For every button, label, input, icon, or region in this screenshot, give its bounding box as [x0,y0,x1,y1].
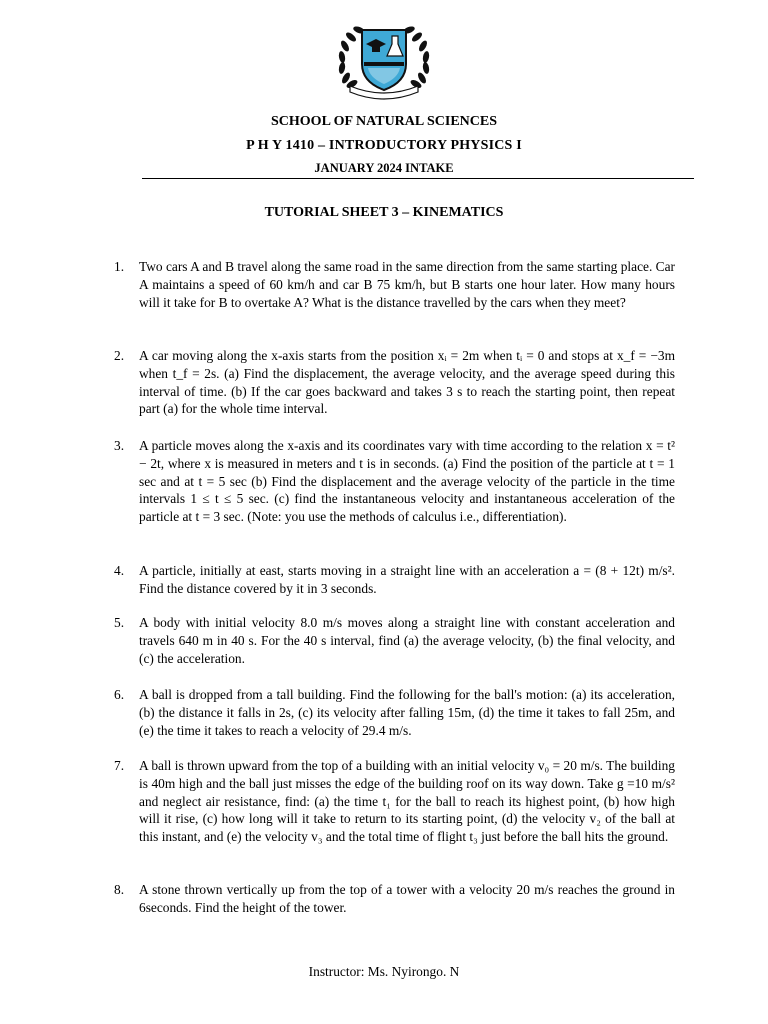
question-number: 3. [114,438,125,453]
university-crest-icon [332,20,436,102]
question-text: Two cars A and B travel along the same road in the same direction from the same starting place. Car A maintains a speed of 60 km/h and car B 75 km/h, but B starts one hour later. How many hours will it take for B to overtake A? What is the distance travelled by the cars when they meet? [139,259,676,310]
question-4 [114,562,675,598]
sheet-title: TUTORIAL SHEET 3 – KINEMATICS [264,205,504,220]
question-6 [114,686,675,739]
header-divider [142,178,694,179]
question-text: A ball is thrown upward from the top of a building with an initial velocity v₀ = 20 m/s. The building is 40m high and the ball just misses the edge of the building roof on its way down. Take g =10 m/s² and neglect air resistance, find: (a) the time t₁ for the ball to reach its highest point, (b) how high will it rise, (c) how long will it take to return to its starting point, (d) the velocity v₂ of the ball at this instant, and (e) the velocity v₃ and the total time of flight t₃ just before the ball hits the ground. [139,758,675,845]
question-2 [114,347,675,418]
instructor-footer: Instructor: Ms. Nyirongo. N [308,964,460,979]
question-number: 2. [114,348,125,363]
question-text: A particle, initially at east, starts moving in a straight line with an acceleration a = (8 + 12t) m/s². Find the distance covered by it in 3 seconds. [139,563,675,596]
question-text: A stone thrown vertically up from the top of a tower with a velocity 20 m/s reaches the ground in 6seconds. Find the height of the tower. [139,882,675,915]
school-name: SCHOOL OF NATURAL SCIENCES [271,114,497,129]
question-number: 5. [114,615,125,630]
question-text: A particle moves along the x-axis and its coordinates vary with time according to the relation x = t² − 2t, where x is measured in meters and t is in seconds. (a) Find the position of the particle at t = 1 sec and at t = 5 sec (b) Find the displacement and the average velocity of the particle in the time intervals 1 ≤ t ≤ 5 sec. (c) find the instantaneous velocity and instantaneous acceleration of the particle at t = 3 sec. (Note: you use the methods of calculus i.e., differentiation). [139,438,675,525]
question-7 [114,757,675,846]
course-title: P H Y 1410 – INTRODUCTORY PHYSICS I [246,138,522,153]
question-number: 8. [114,882,125,897]
question-number: 6. [114,687,125,702]
question-text: A ball is dropped from a tall building. Find the following for the ball's motion: (a) its acceleration, (b) the distance it falls in 2s, (c) its velocity after falling 15m, (d) the time it takes to fall 25m, and (e) the time it takes to reach a velocity of 29.4 m/s. [139,687,675,738]
question-8 [114,881,675,917]
question-text: A body with initial velocity 8.0 m/s moves along a straight line with constant acceleration and travels 640 m in 40 s. For the 40 s interval, find (a) the average velocity, (b) the final velocity, and (c) the acceleration. [139,615,675,666]
question-5 [114,614,675,667]
intake-label: JANUARY 2024 INTAKE [314,161,454,175]
question-number: 1. [114,259,125,274]
question-number: 4. [114,563,125,578]
question-number: 7. [114,758,125,773]
question-1 [114,258,676,311]
question-3 [114,437,675,526]
question-text: A car moving along the x-axis starts from the position xᵢ = 2m when tᵢ = 0 and stops at x_f = −3m when t_f = 2s. (a) Find the displacement, the average velocity, and the average speed during this interval of time. (b) If the car goes backward and takes 3 s to reach the starting point, then repeat part (a) for the whole time interval. [139,348,675,417]
